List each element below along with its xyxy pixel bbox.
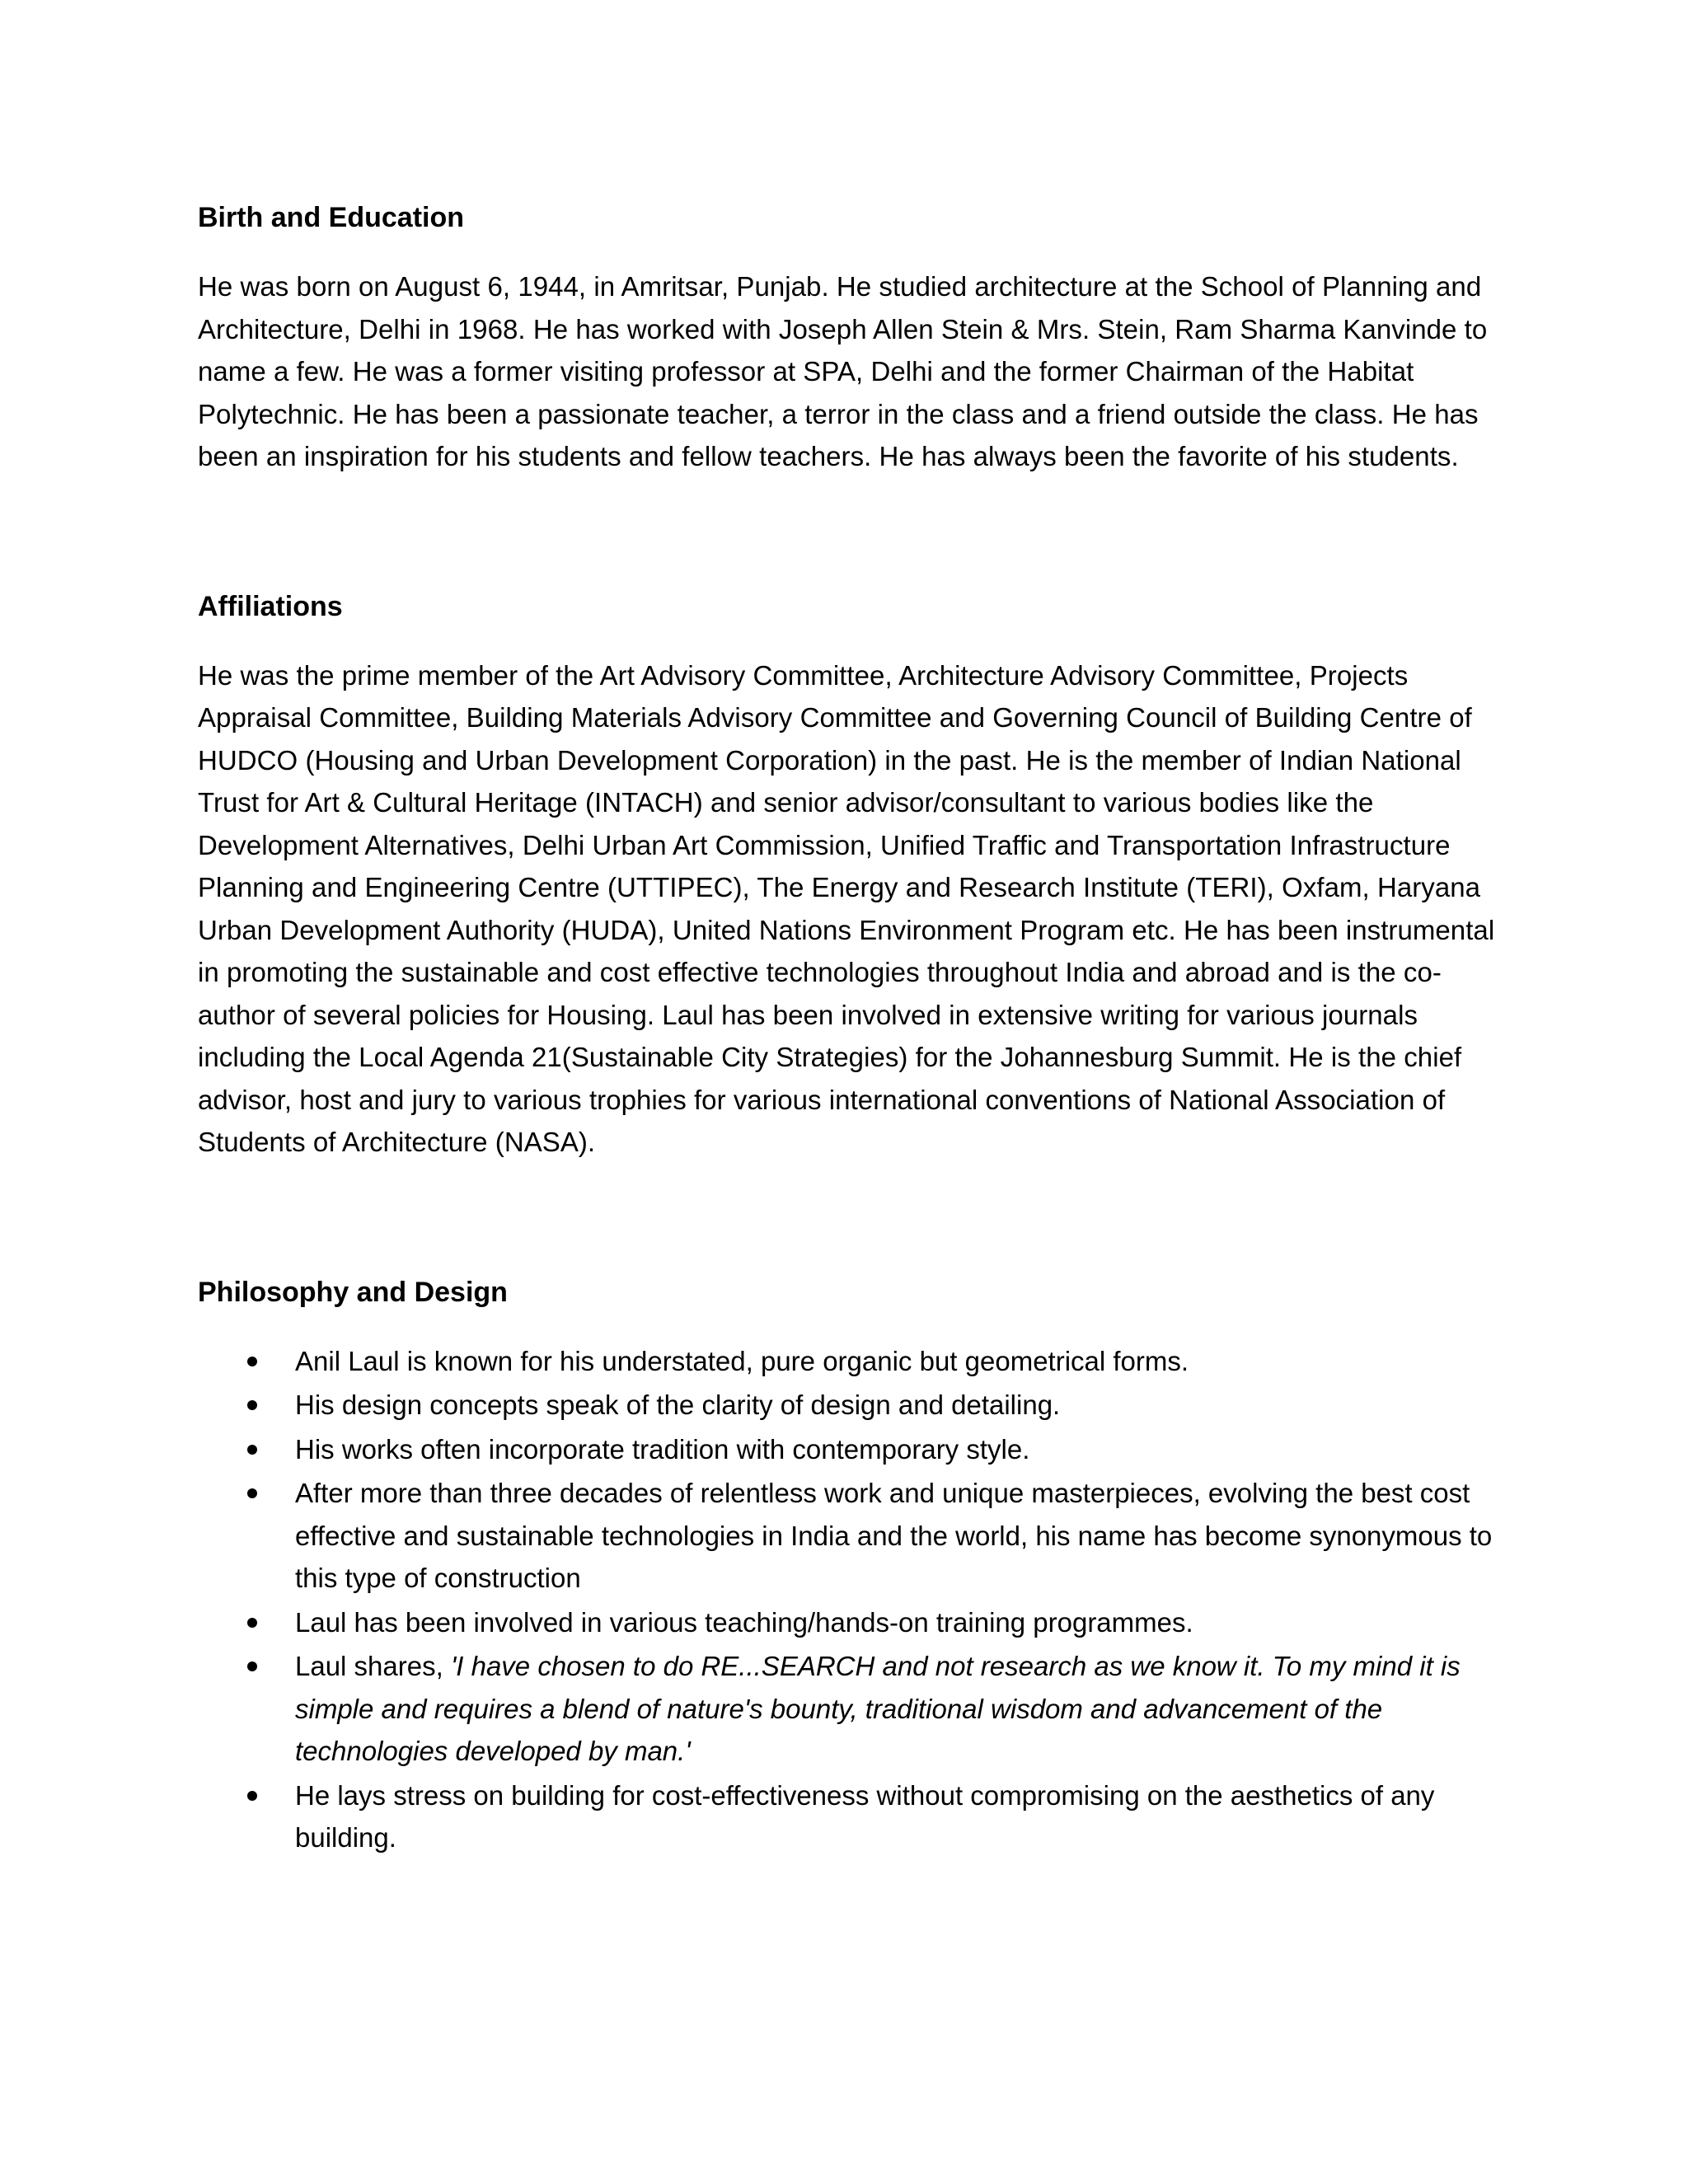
affiliations-heading: Affiliations: [198, 590, 343, 622]
list-item: [198, 1472, 1517, 1600]
bullet-icon: [247, 1791, 257, 1801]
bullet-icon: [247, 1488, 257, 1498]
section-spacer: [198, 478, 1517, 585]
section-spacer: [198, 1164, 1517, 1271]
list-item: [198, 1340, 1517, 1383]
bullet-icon: [247, 1357, 257, 1366]
list-item-text: After more than three decades of relentless work and unique masterpieces, evolving the best cost effective and sustainable technologies in India and the world, his name has become synonymous to this type of construction: [295, 1478, 1493, 1593]
document-page: [198, 196, 1517, 1861]
quote-text: 'I have chosen to do RE...SEARCH and not research as we know it. To my mind it is simple and requires a blend of nature's bounty, traditional wisdom and advancement of the technologies developed by man.': [295, 1651, 1461, 1766]
philosophy-design-heading: Philosophy and Design: [198, 1276, 508, 1308]
birth-education-section: [198, 196, 1517, 478]
list-item: [198, 1645, 1517, 1773]
list-item: [198, 1428, 1517, 1471]
list-item-text: Anil Laul is known for his understated, pure organic but geometrical forms.: [295, 1345, 1189, 1376]
list-item: [198, 1774, 1517, 1859]
birth-education-paragraph: He was born on August 6, 1944, in Amritsar, Punjab. He studied architecture at the School of Planning and Architecture, Delhi in 1968. He has worked with Joseph Allen Stein & Mrs. Stein, Ram Sharma Kanvinde to name a few. He was a former visiting professor at SPA, Delhi and the former Chairman of the Habitat Polytechnic. He has been a passionate teacher, a terror in the class and a friend outside the class. He has been an inspiration for his students and fellow teachers. He has always been the favorite of his students.: [198, 271, 1488, 471]
birth-education-heading: Birth and Education: [198, 202, 464, 233]
list-item-text: His works often incorporate tradition with contemporary style.: [295, 1433, 1030, 1465]
affiliations-paragraph: He was the prime member of the Art Advisory Committee, Architecture Advisory Committee, Projects Appraisal Committee, Building Materials Advisory Committee and Governing Council of Building Centre of HUDCO (Housing and Urban Development Corporation) in the past. He is the member of Indian National Trust for Art & Cultural Heritage (INTACH) and senior advisor/consultant to various bodies like the Development Alternatives, Delhi Urban Art Commission, Unified Traffic and Transportation Infrastructure Planning and Engineering Centre (UTTIPEC), The Energy and Research Institute (TERI), Oxfam, Haryana Urban Development Authority (HUDA), United Nations Environment Program etc. He has been instrumental in promoting the sustainable and cost effective technologies throughout India and abroad and is the co-author of several policies for Housing. Laul has been involved in extensive writing for various journals including the Local Agenda 21(Sustainable City Strategies) for the Johannesburg Summit. He is the chief advisor, host and jury to various trophies for various international conventions of National Association of Students of Architecture (NASA).: [198, 659, 1495, 1157]
list-item-text: He lays stress on building for cost-effectiveness without compromising on the aesthetics of any building.: [295, 1779, 1435, 1853]
philosophy-bullet-list: [198, 1340, 1517, 1859]
philosophy-design-section: [198, 1271, 1517, 1859]
list-item-text: Laul has been involved in various teaching/hands-on training programmes.: [295, 1606, 1193, 1638]
quote-prefix-text: Laul shares,: [295, 1651, 451, 1681]
bullet-icon: [247, 1445, 257, 1455]
bullet-icon: [247, 1400, 257, 1410]
list-item: [198, 1601, 1517, 1644]
list-item-text: His design concepts speak of the clarity of design and detailing.: [295, 1390, 1061, 1420]
bullet-icon: [247, 1661, 257, 1671]
bullet-icon: [247, 1618, 257, 1628]
affiliations-section: [198, 585, 1517, 1164]
list-item: [198, 1384, 1517, 1427]
